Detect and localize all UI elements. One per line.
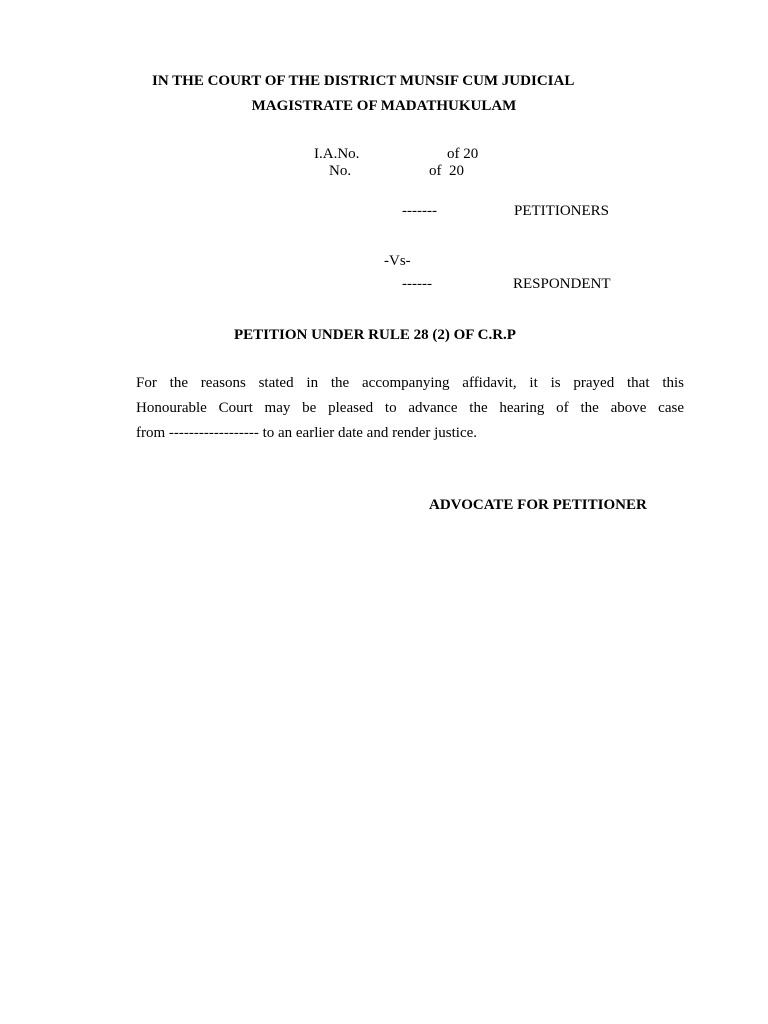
petition-body [136,371,684,446]
petition-title: PETITION UNDER RULE 28 (2) OF C.R.P [234,327,516,343]
petition-body-line: Honourable Court may be pleased to advance the hearing of the above case [136,400,684,416]
case-number-label: No. [329,163,352,179]
ia-number-label: I.A.No. [314,146,360,162]
respondent-label: RESPONDENT [513,276,611,292]
petitioner-placeholder: ------- [402,203,437,219]
court-heading-line-1: IN THE COURT OF THE DISTRICT MUNSIF CUM JUDICIAL [152,73,575,89]
versus-label: -Vs- [384,253,411,269]
petition-body-line: from ------------------ to an earlier date and render justice. [136,425,478,441]
case-number-year: of 20 [429,163,464,179]
ia-number-year: of 20 [447,146,479,162]
petition-body-line: For the reasons stated in the accompanying affidavit, it is prayed that this [136,375,684,391]
petitioners-label: PETITIONERS [514,203,609,219]
court-heading-line-2: MAGISTRATE OF MADATHUKULAM [251,98,517,114]
respondent-placeholder: ------ [402,276,432,292]
advocate-signature: ADVOCATE FOR PETITIONER [429,497,647,513]
